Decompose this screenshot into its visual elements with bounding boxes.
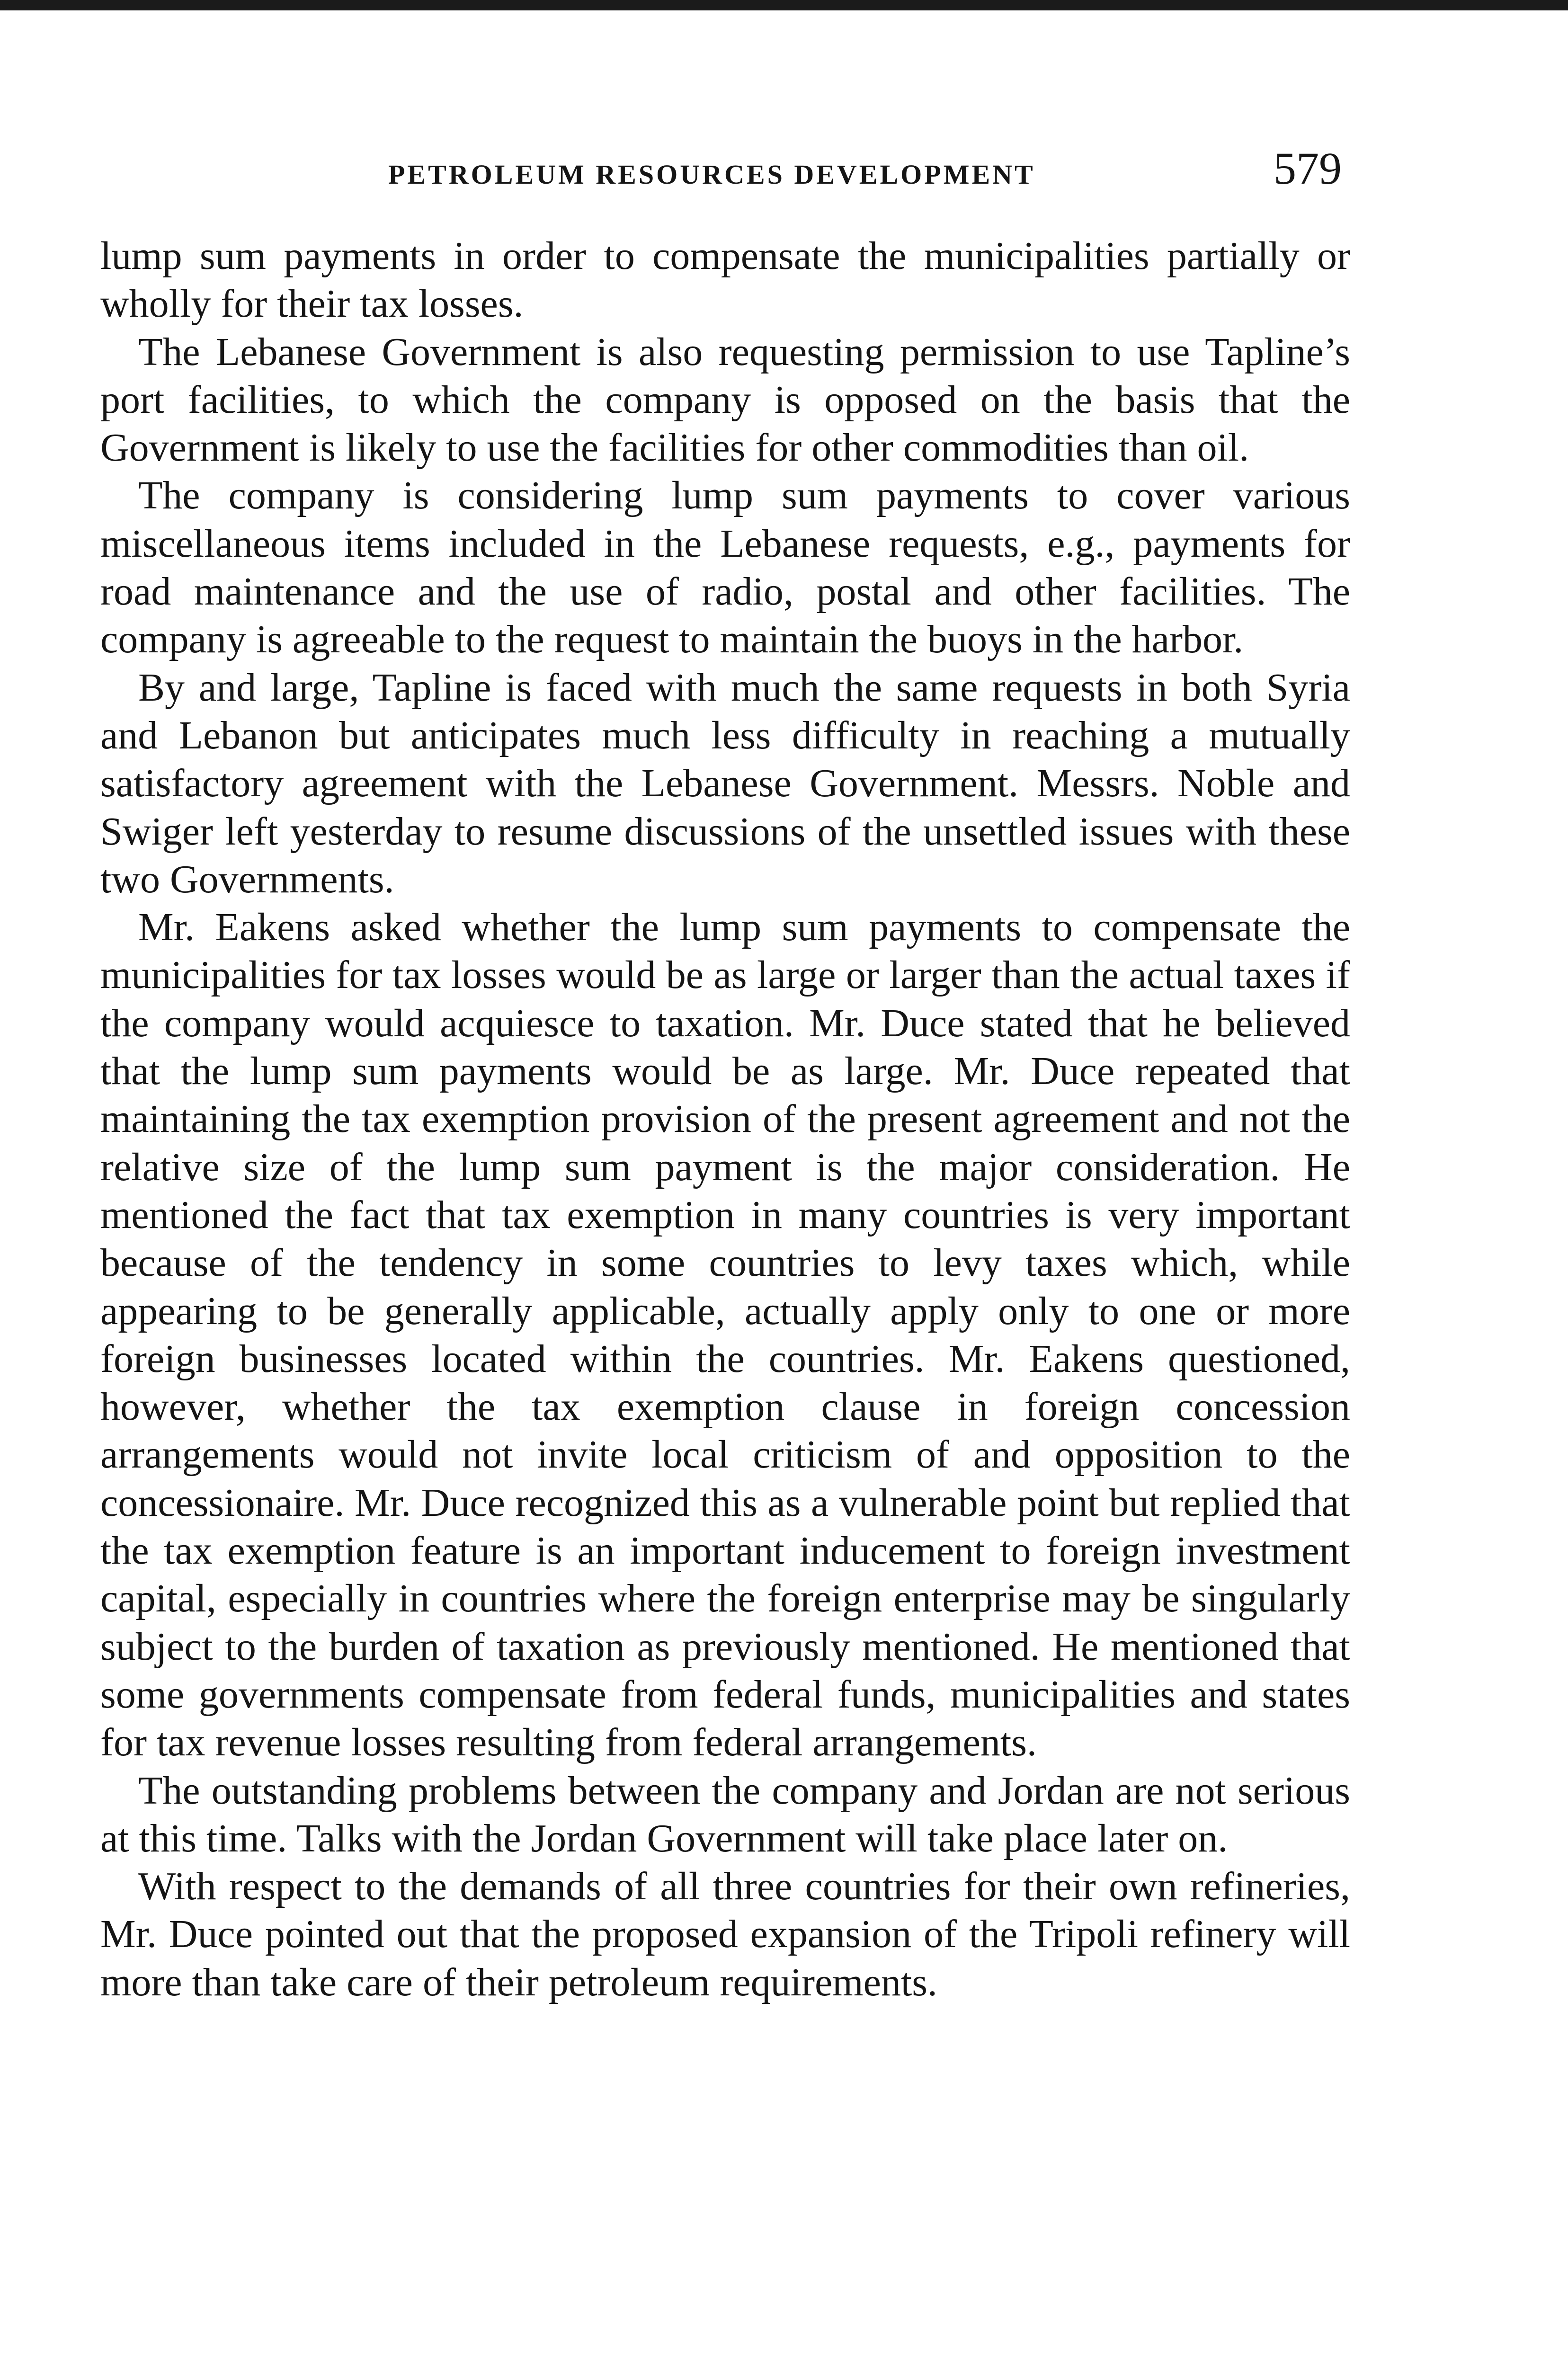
- document-body: [100, 232, 1350, 2006]
- paragraph-lump-sum-misc-items: The company is considering lump sum payments to cover various miscellaneous items included in the Lebanese requests, e.g., payments for road maintenance and the use of radio, postal and other facilities. The company is agreeable to the request to maintain the buoys in the harbor.: [100, 473, 1350, 662]
- page-top-border: [0, 0, 1568, 10]
- paragraph-tax-exemption-discussion: Mr. Eakens asked whether the lump sum payments to compensate the municipalities for tax losses would be as large or larger than the actual taxes if the company would acquiesce to taxation. Mr. Duce stated that he believed that the lump sum payments would be as large. Mr. Duce repeated that maintaining the tax exemption provision of the present agreement and not the relative size of the lump sum payment is the major consideration. He mentioned the fact that tax exemption in many countries is very important because of the tendency in some countries to levy taxes which, while appearing to be generally applicable, actually apply only to one or more foreign businesses located within the countries. Mr. Eakens questioned, however, whether the tax exemption clause in foreign concession arrangements would not invite local criticism of and opposition to the concessionaire. Mr. Duce recognized this as a vulnerable point but replied that the tax exemption feature is an important inducement to foreign investment capital, especially in countries where the foreign enterprise may be singularly subject to the burden of taxation as previously mentioned. He mentioned that some governments compensate from federal funds, municipalities and states for tax revenue losses resulting from federal arrangements.: [100, 905, 1350, 1765]
- page-number: 579: [1274, 143, 1342, 194]
- running-header-title: PETROLEUM RESOURCES DEVELOPMENT: [388, 159, 1035, 190]
- paragraph-tapline-port-facilities: The Lebanese Government is also requesting permission to use Tapline’s port facilities, to which the company is opposed on the basis that the Government is likely to use the facilities for other commodities than oil.: [100, 329, 1350, 470]
- paragraph-refineries: With respect to the demands of all three countries for their own refineries, Mr. Duce pointed out that the proposed expansion of the Tripoli refinery will more than take care of their petroleum requirements.: [100, 1864, 1350, 2004]
- paragraph-jordan-problems: The outstanding problems between the company and Jordan are not serious at this time. Talks with the Jordan Government will take place later on.: [100, 1768, 1350, 1860]
- paragraph-syria-lebanon-requests: By and large, Tapline is faced with much the same requests in both Syria and Lebanon but anticipates much less difficulty in reaching a mutually satisfactory agreement with the Lebanese Government. Messrs. Noble and Swiger left yesterday to resume discussions of the unsettled issues with these two Governments.: [100, 665, 1350, 901]
- paragraph-continued: lump sum payments in order to compensate the municipalities partially or wholly for their tax losses.: [100, 234, 1350, 326]
